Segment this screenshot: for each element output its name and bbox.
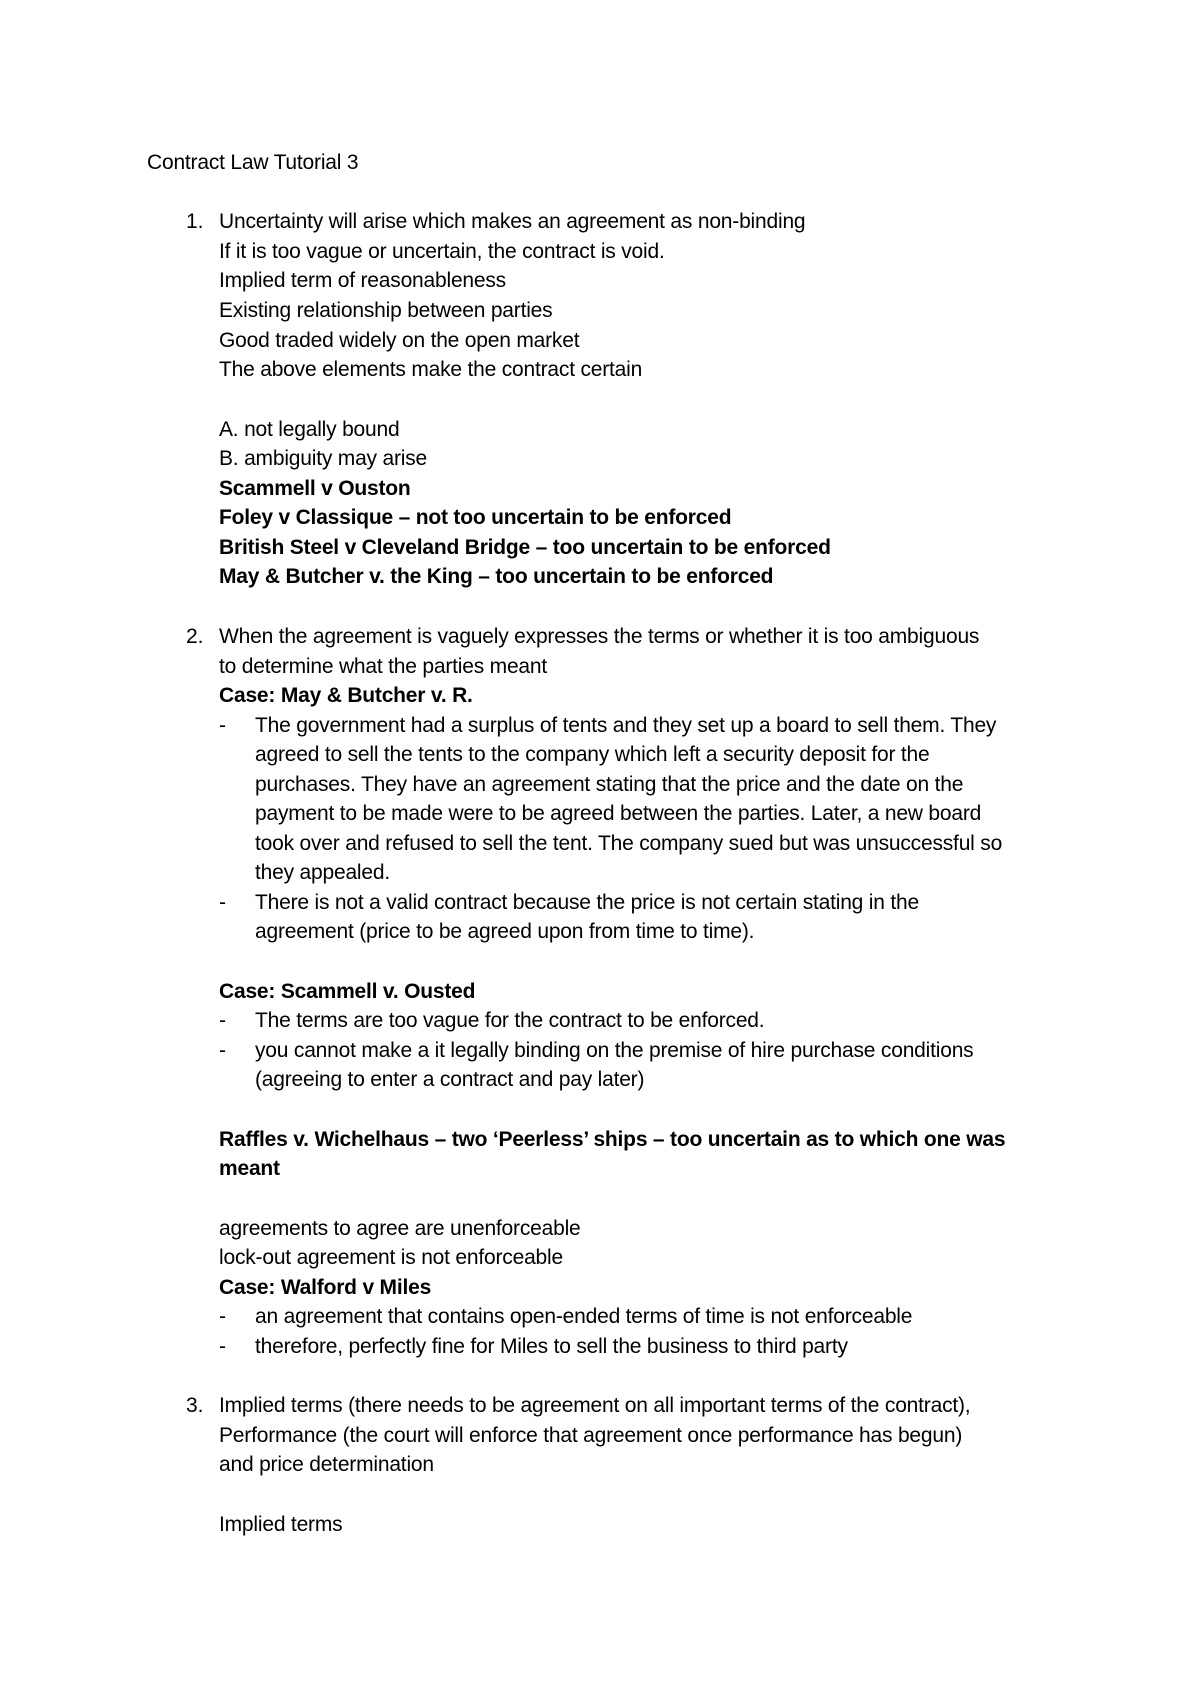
q2-case1-bullet1-line3: purchases. They have an agreement stating that the price and the date on the — [255, 773, 964, 796]
q1-line-4: Existing relationship between parties — [219, 299, 553, 322]
q2-case1-bullet1-line5: took over and refused to sell the tent. The company sued but was unsuccessful so — [255, 832, 1003, 855]
q1-line-2: If it is too vague or uncertain, the contract is void. — [219, 240, 665, 263]
q2-case2-bullet2-line1: you cannot make a it legally binding on the premise of hire purchase conditions — [255, 1039, 974, 1062]
q1-case-3: British Steel v Cleveland Bridge – too uncertain to be enforced — [219, 536, 831, 559]
q2-case1-bullet2-line1: There is not a valid contract because the price is not certain stating in the — [255, 891, 919, 914]
q1-case-2: Foley v Classique – not too uncertain to be enforced — [219, 506, 732, 529]
q2-case2-bullet2-line2: (agreeing to enter a contract and pay later) — [255, 1068, 645, 1091]
q2-agree-line2: lock-out agreement is not enforceable — [219, 1246, 563, 1269]
page-title: Contract Law Tutorial 3 — [147, 151, 359, 174]
q2-raffles-line2: meant — [219, 1157, 280, 1180]
q1-line-5: Good traded widely on the open market — [219, 329, 580, 352]
q2-case1-bullet1-line2: agreed to sell the tents to the company which left a security deposit for the — [255, 743, 930, 766]
q2-case3-bullet2: therefore, perfectly fine for Miles to sell the business to third party — [255, 1335, 848, 1358]
q2-case1-title: Case: May & Butcher v. R. — [219, 684, 473, 707]
q1-case-1: Scammell v Ouston — [219, 477, 411, 500]
q2-case1-bullet2-line2: agreement (price to be agreed upon from time to time). — [255, 920, 755, 943]
bullet-dash: - — [219, 1009, 226, 1032]
q2-case1-bullet1-line4: payment to be made were to be agreed between the parties. Later, a new board — [255, 802, 982, 825]
q3-implied-terms: Implied terms — [219, 1513, 343, 1536]
bullet-dash: - — [219, 1039, 226, 1062]
list-number-3: 3. — [186, 1394, 204, 1417]
q1-line-1: Uncertainty will arise which makes an agreement as non-binding — [219, 210, 806, 233]
q2-intro-1: When the agreement is vaguely expresses the terms or whether it is too ambiguous — [219, 625, 980, 648]
q2-case2-title: Case: Scammell v. Ousted — [219, 980, 476, 1003]
q1-line-6: The above elements make the contract certain — [219, 358, 643, 381]
q3-line-3: and price determination — [219, 1453, 434, 1476]
q2-case3-bullet1: an agreement that contains open-ended terms of time is not enforceable — [255, 1305, 913, 1328]
bullet-dash: - — [219, 1305, 226, 1328]
q3-line-2: Performance (the court will enforce that agreement once performance has begun) — [219, 1424, 963, 1447]
q1-line-3: Implied term of reasonableness — [219, 269, 506, 292]
q2-intro-2: to determine what the parties meant — [219, 655, 548, 678]
q1-answer-a: A. not legally bound — [219, 418, 400, 441]
q2-case1-bullet1-line1: The government had a surplus of tents and they set up a board to sell them. They — [255, 714, 997, 737]
bullet-dash: - — [219, 891, 226, 914]
list-number-2: 2. — [186, 625, 204, 648]
q2-raffles-line1: Raffles v. Wichelhaus – two ‘Peerless’ ships – too uncertain as to which one was — [219, 1128, 1006, 1151]
q2-case3-title: Case: Walford v Miles — [219, 1276, 432, 1299]
q1-case-4: May & Butcher v. the King – too uncertain to be enforced — [219, 565, 774, 588]
q2-case1-bullet1-line6: they appealed. — [255, 861, 390, 884]
q1-answer-b: B. ambiguity may arise — [219, 447, 428, 470]
q3-line-1: Implied terms (there needs to be agreement on all important terms of the contract), — [219, 1394, 971, 1417]
bullet-dash: - — [219, 1335, 226, 1358]
q2-agree-line1: agreements to agree are unenforceable — [219, 1217, 581, 1240]
bullet-dash: - — [219, 714, 226, 737]
q2-case2-bullet1: The terms are too vague for the contract to be enforced. — [255, 1009, 765, 1032]
list-number-1: 1. — [186, 210, 204, 233]
